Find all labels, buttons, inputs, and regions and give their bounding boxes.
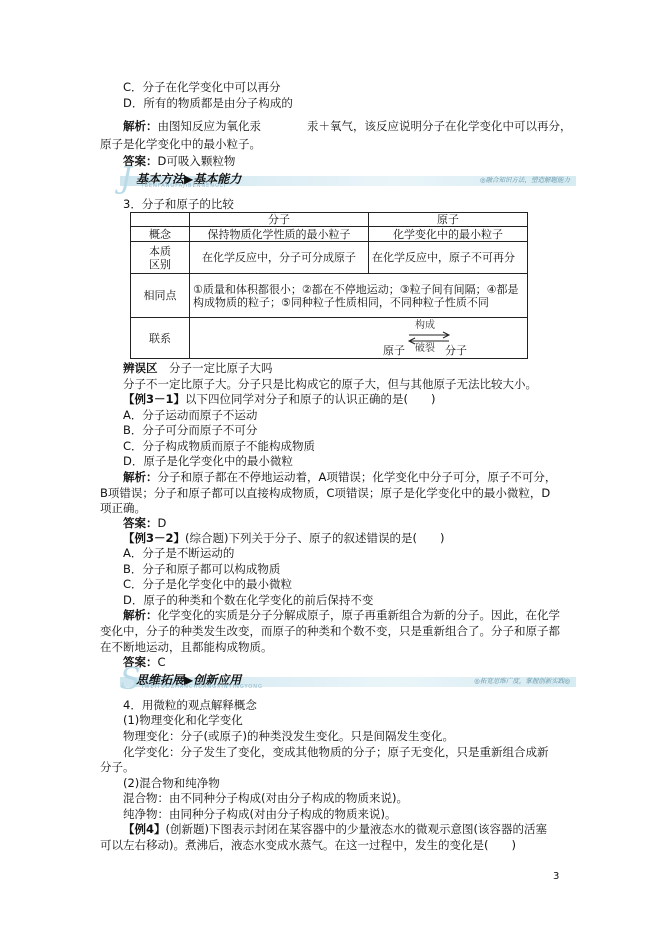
chemical-change-cont: 分子。	[100, 760, 135, 774]
row-label: 相同点	[131, 274, 190, 318]
pure-def: 纯净物：由同种分子构成(对由分子构成的物质来说)。	[123, 807, 397, 821]
link-cell	[190, 318, 528, 359]
analysis-label: 解析：	[123, 119, 158, 133]
pitfall-title: 分子一定比原子大吗	[169, 361, 273, 375]
example-3-2-analysis: 解析：化学变化的实质是分子分解成原子，原子再重新组合为新的分子。因此，在化学	[123, 608, 560, 622]
example-3-2-answer: 答案：C	[123, 655, 166, 669]
analysis-1-cont: 原子是化学变化中的最小粒子。	[100, 137, 261, 151]
banner-subtitle: IWEITUOZHANCHUANGXINYINGYONG	[142, 684, 263, 690]
table-header-row	[131, 213, 528, 227]
table-cell	[131, 213, 190, 227]
row-label: 本质 区别	[131, 242, 190, 274]
example-3-2-analysis-2: 变化中，分子的种类发生改变，而原子的种类和个数不变，只是重新组合了。分子和原子都	[100, 624, 560, 638]
link-top-label: 构成	[415, 320, 435, 331]
option-c-line: C．分子在化学变化中可以再分	[123, 80, 281, 94]
chemical-change: 化学变化：分子发生了变化，变成其他物质的分子；原子无变化，只是重新组合成新	[123, 745, 549, 759]
analysis-1	[123, 119, 572, 133]
banner-slogan: ◎融合知识方法，塑造解题能力	[479, 176, 570, 184]
table-cell: 化学变化中的最小粒子	[369, 227, 528, 242]
link-diagram	[193, 318, 524, 358]
row-label: 联系	[131, 318, 190, 359]
example-3-1-analysis-2: B项错误；分子和原子都可以直接构成物质，C项错误；原子是化学变化中的最小微粒，D	[100, 486, 551, 500]
pitfall-label: 辨误区	[123, 361, 158, 375]
example-3-1-analysis: 解析：分子和原子都在不停地运动着，A项错误；化学变化中分子可分，原子不可分，	[123, 470, 557, 484]
answer-1	[123, 154, 235, 168]
banner-letter: S	[120, 662, 141, 697]
option-d: D．原子是化学变化中的最小微粒	[123, 454, 293, 468]
table-header-atom: 原子	[369, 213, 528, 227]
link-left-label: 原子	[383, 344, 405, 357]
page-number: 3	[553, 871, 560, 882]
banner-subtitle: IBENFANGFAJIBENNENGLI	[142, 183, 227, 189]
comparison-table	[130, 212, 528, 359]
option-a: A．分子是不断运动的	[123, 546, 235, 560]
answer-label: 答案：	[123, 154, 158, 168]
table-cell: 在化学反应中，原子不可再分	[369, 242, 528, 274]
row-label: 概念	[131, 227, 190, 242]
mixture-def: 混合物：由不同种分子构成(对由分子构成的物质来说)。	[123, 791, 408, 805]
option-c: C．分子构成物质而原子不能构成物质	[123, 439, 316, 453]
table-row	[131, 318, 528, 359]
table-cell: 保持物质化学性质的最小粒子	[190, 227, 369, 242]
section-3-title: 3．分子和原子的比较	[123, 197, 234, 211]
link-bottom-label: 破裂	[415, 343, 435, 354]
section-4-sub1: (1)物理变化和化学变化	[123, 713, 243, 727]
table-header-molecule: 分子	[190, 213, 369, 227]
example-3-2-question: 【例3－2】(综合题)下列关于分子、原子的叙述错误的是( )	[123, 531, 445, 545]
example-3-1-question: 【例3－1】以下四位同学对分子和原子的认识正确的是( )	[123, 392, 436, 406]
banner-title: 思维拓展▶创新应用	[136, 673, 242, 687]
physical-change: 物理变化：分子(或原子)的种类没发生变化。只是间隔发生变化。	[123, 729, 454, 743]
banner-title: 基本方法▶基本能力	[136, 172, 242, 186]
answer-text: D可吸入颗粒物	[157, 154, 236, 168]
table-row	[131, 227, 528, 242]
option-b: B．分子和原子都可以构成物质	[123, 562, 281, 576]
pitfall-heading	[123, 361, 273, 375]
example-3-1-analysis-3: 项正确。	[100, 501, 146, 515]
option-c: C．分子是化学变化中的最小微粒	[123, 577, 293, 591]
analysis-text-2: 汞＋氧气，该反应说明分子在化学变化中可以再分，	[307, 119, 572, 133]
example-4-cont: 可以左右移动)。煮沸后，液态水变成水蒸气。在这一过程中，发生的变化是( )	[100, 838, 516, 852]
example-3-1-answer: 答案：D	[123, 516, 167, 530]
option-d-line: D．所有的物质都是由分子构成的	[123, 96, 293, 110]
example-3-2-analysis-3: 在不断地运动，且都能构成物质。	[100, 640, 273, 654]
banner-letter: J	[120, 161, 133, 196]
option-b: B．分子可分而原子不可分	[123, 423, 258, 437]
analysis-text: 由图知反应为氧化汞	[157, 119, 261, 133]
section-4-title: 4．用微粒的观点解释概念	[123, 698, 257, 712]
table-row	[131, 242, 528, 274]
table-cell: 在化学反应中，分子可分成原子	[190, 242, 369, 274]
table-cell: ①质量和体积都很小；②都在不停地运动；③粒子间有间隔；④都是构成物质的粒子；⑤同种粒子性质相同，不同种粒子性质不同	[190, 274, 528, 318]
link-right-label: 分子	[445, 344, 467, 357]
option-d: D．原子的种类和个数在化学变化的前后保持不变	[123, 593, 374, 607]
section-4-sub2: (2)混合物和纯净物	[123, 776, 220, 790]
example-4-question: 【例4】(创新题)下图表示封闭在某容器中的少量液态水的微观示意图(该容器的活塞	[123, 822, 547, 836]
pitfall-text: 分子不一定比原子大。分子只是比构成它的原子大，但与其他原子无法比较大小。	[123, 377, 537, 391]
table-row	[131, 274, 528, 318]
banner-slogan: ◎拓宽思维广度，掌握创新实践◎	[474, 677, 570, 685]
option-a: A．分子运动而原子不运动	[123, 408, 258, 422]
